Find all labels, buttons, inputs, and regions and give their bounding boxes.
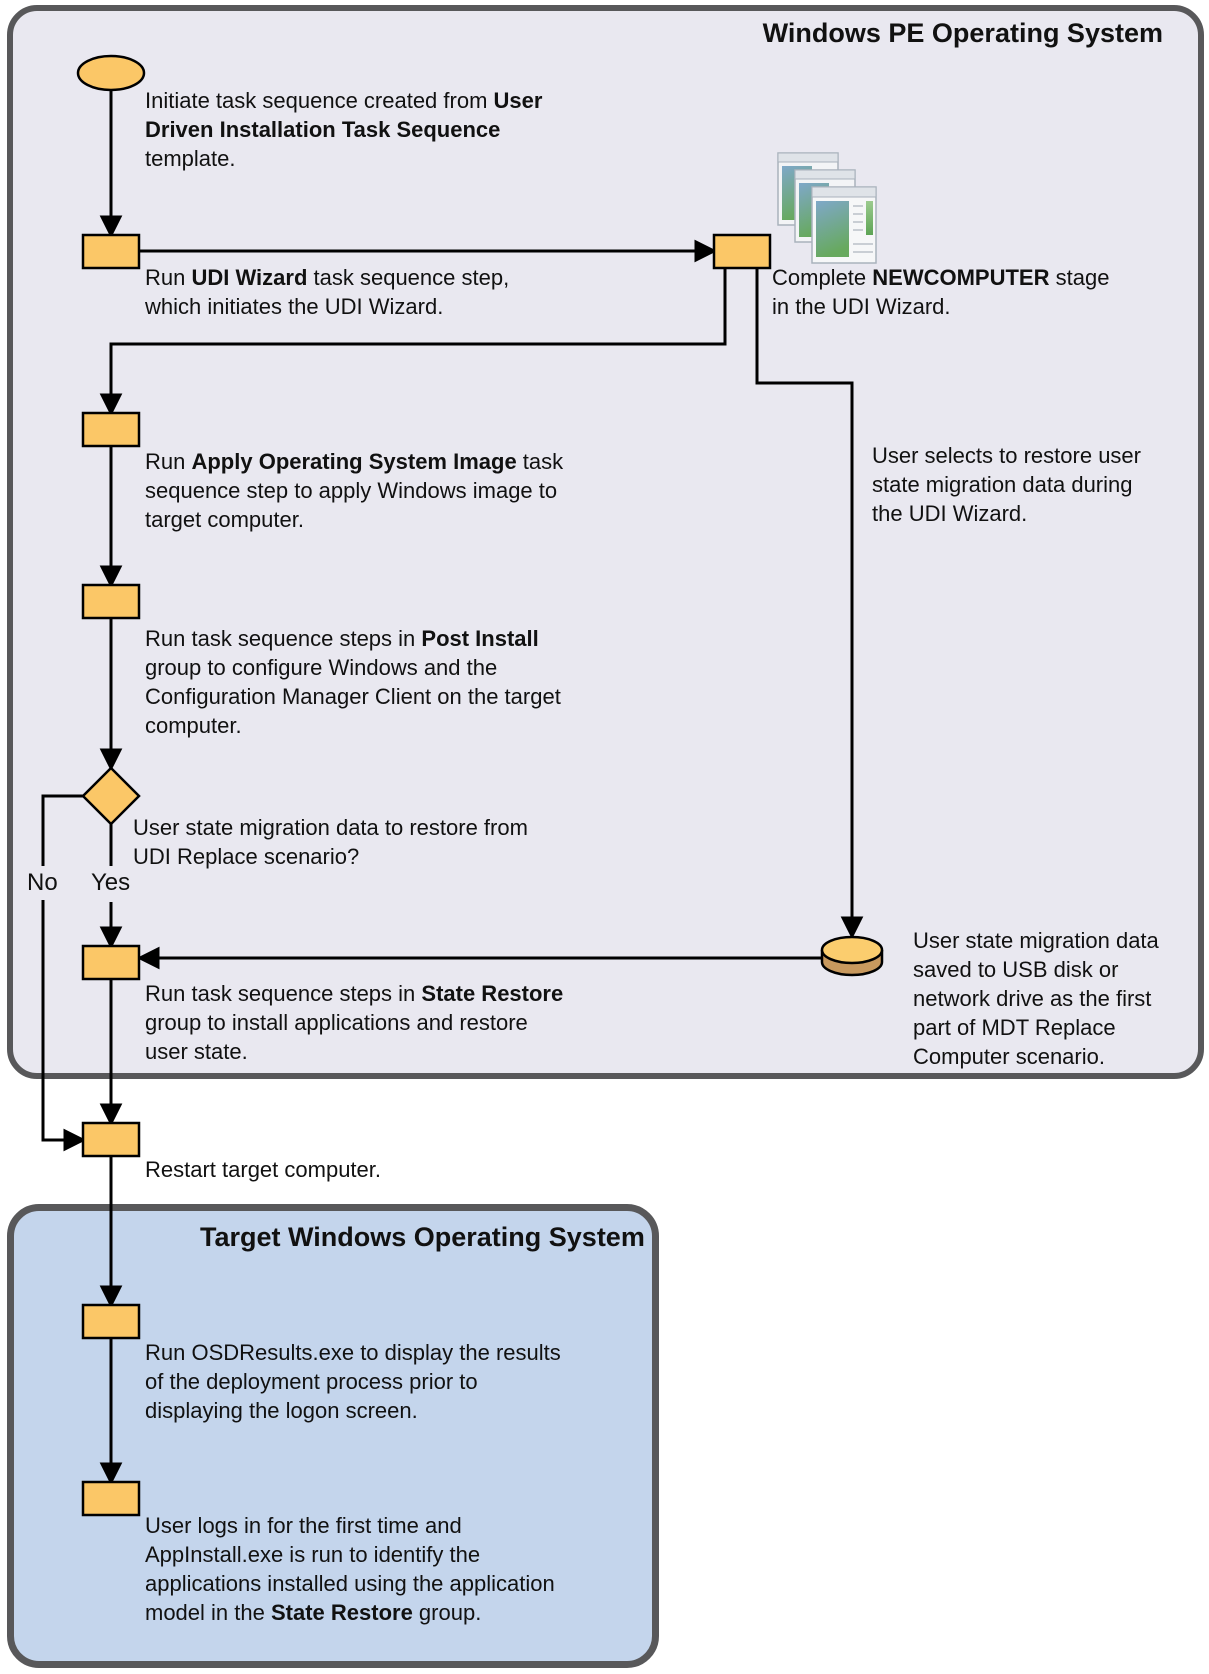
usmt-restore-decision-diamond (83, 768, 139, 824)
usm-saved-text: User state migration data saved to USB disk or network drive as the first part of MDT Replace Computer scenario. (913, 928, 1159, 1069)
arrow-decision-no-lower (43, 900, 83, 1140)
state-restore-step-box (83, 946, 139, 979)
apply-os-image-text: Run Apply Operating System Image task sequence step to apply Windows image to target computer. (145, 449, 564, 532)
arrow-newcomputer-to-disk (757, 268, 852, 936)
udi-wizard-step-box (83, 235, 139, 268)
state-restore-text: Run task sequence steps in State Restore group to install applications and restore user state. (145, 981, 564, 1064)
user-selects-restore-text: User selects to restore user state migration data during the UDI Wizard. (872, 443, 1141, 526)
osd-results-text: Run OSDResults.exe to display the results of the deployment process prior to displaying the logon screen. (145, 1340, 561, 1423)
arrow-decision-no-upper (43, 796, 85, 866)
disk-cylinder-icon (822, 937, 882, 975)
post-install-step-box (83, 585, 139, 618)
post-install-text: Run task sequence steps in Post Install group to configure Windows and the Configuration Manager Client on the target computer. (145, 626, 561, 738)
decision-question-text: User state migration data to restore from UDI Replace scenario? (133, 815, 528, 869)
restart-step-box (83, 1123, 139, 1156)
no-branch-label: No (27, 869, 58, 896)
restart-computer-text: Restart target computer. (145, 1157, 381, 1182)
pe-container-title: Windows PE Operating System (762, 18, 1163, 48)
start-terminator (78, 56, 144, 90)
flow-nodes (78, 56, 770, 1515)
run-udi-wizard-text: Run UDI Wizard task sequence step, which initiates the UDI Wizard. (145, 265, 510, 319)
app-install-step-box (83, 1482, 139, 1515)
initiate-task-sequence-text: Initiate task sequence created from User Driven Installation Task Sequence template. (145, 88, 543, 171)
arrow-newcomputer-to-apply-os (111, 268, 725, 413)
apply-os-image-step-box (83, 413, 139, 446)
user-logs-in-text: User logs in for the first time and AppInstall.exe is run to identify the applications installed using the application model in the State Restore group. (145, 1513, 555, 1625)
udi-wizard-windows-icon (778, 153, 876, 263)
flow-connectors (43, 90, 852, 1482)
osd-results-step-box (83, 1305, 139, 1338)
yes-branch-label: Yes (91, 869, 131, 896)
target-container-title: Target Windows Operating System (200, 1222, 645, 1252)
newcomputer-step-box (714, 235, 770, 268)
complete-newcomputer-text: Complete NEWCOMPUTER stage in the UDI Wizard. (772, 265, 1110, 319)
